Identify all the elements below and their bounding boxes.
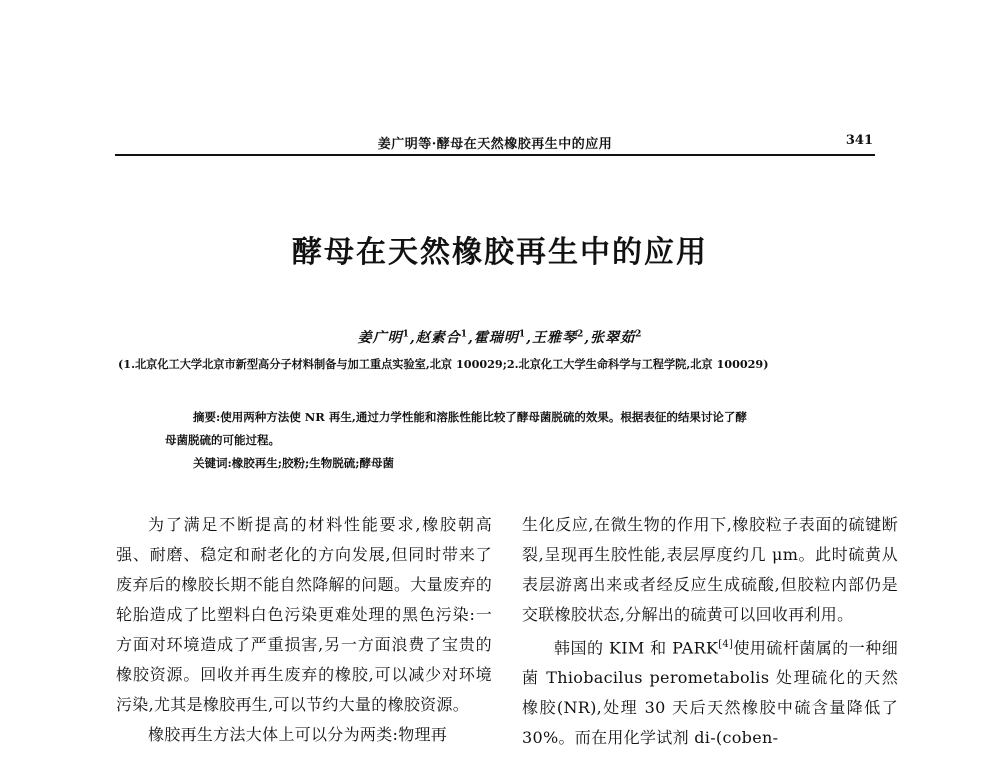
citation-reference: [4] — [718, 639, 734, 650]
body-text: 使用硫杆菌属的一种细菌 Thiobacilus perometabolis 处理硫化的天然橡胶(NR),处理 30 天后天然橡胶中硫含量降低了 30%。而在用化学试剂 di-(coben- — [522, 638, 898, 748]
body-paragraph: 橡胶再生方法大体上可以分为两类:物理再 — [148, 725, 448, 744]
page-number: 341 — [845, 133, 873, 148]
author-affiliation-mark: 1 — [518, 329, 527, 340]
body-column-left — [116, 510, 492, 750]
body-paragraph — [522, 630, 898, 753]
running-header — [115, 132, 875, 156]
abstract-block — [165, 406, 855, 475]
author-list: 姜广明$^1$,赵素合$^1$,霍瑞明$^1$,王雅琴$^2$,张翠茹$^2$ — [357, 329, 643, 346]
abstract-text-continued: 母菌脱硫的可能过程。 — [165, 433, 280, 447]
body-paragraph: 为了满足不断提高的材料性能要求,橡胶朝高强、耐磨、稳定和耐老化的方向发展,但同时带来了废弃后的橡胶长期不能自然降解的问题。大量废弃的轮胎造成了比塑料白色污染更难处理的黑色污染:一方面对环境造成了严重损害,另一方面浪费了宝贵的橡胶资源。回收并再生废弃的橡胶,可以减少对环境污染,尤其是橡胶再生,可以节约大量的橡胶资源。 — [116, 515, 492, 714]
body-text: 韩国的 KIM 和 PARK — [554, 638, 719, 658]
author-affiliation-mark: 2 — [577, 329, 585, 340]
running-title: 姜广明等·酵母在天然橡胶再生中的应用 — [377, 137, 613, 152]
author-name: 张翠茹 — [590, 330, 636, 346]
author-affiliation-mark: 1 — [402, 329, 410, 340]
abstract-text: 摘要:使用两种方法使 NR 再生,通过力学性能和溶胀性能比较了酵母菌脱硫的效果。根据表征的结果讨论了酵 — [193, 410, 747, 424]
affiliation: (1.北京化工大学北京市新型高分子材料制备与加工重点实验室,北京 100029;2.北京化工大学生命科学与工程学院,北京 100029) — [118, 357, 769, 371]
article-title: 酵母在天然橡胶再生中的应用 — [292, 235, 708, 270]
keywords: 关键词:橡胶再生;胶粉;生物脱硫;酵母菌 — [193, 456, 394, 470]
body-column-right — [522, 510, 898, 753]
author-affiliation-mark: 2 — [635, 329, 643, 340]
author-name: 姜广明 — [357, 330, 403, 346]
body-paragraph: 生化反应,在微生物的作用下,橡胶粒子表面的硫键断裂,呈现再生胶性能,表层厚度约几 μm。此时硫黄从表层游离出来或者经反应生成硫酸,但胶粒内部仍是交联橡胶状态,分解出的硫黄可以回收再利用。 — [522, 515, 898, 624]
author-name: 霍瑞明 — [473, 330, 519, 346]
author-name: 赵素合 — [415, 330, 461, 346]
author-affiliation-mark: 1 — [460, 329, 468, 340]
author-name: 王雅琴 — [532, 330, 577, 346]
